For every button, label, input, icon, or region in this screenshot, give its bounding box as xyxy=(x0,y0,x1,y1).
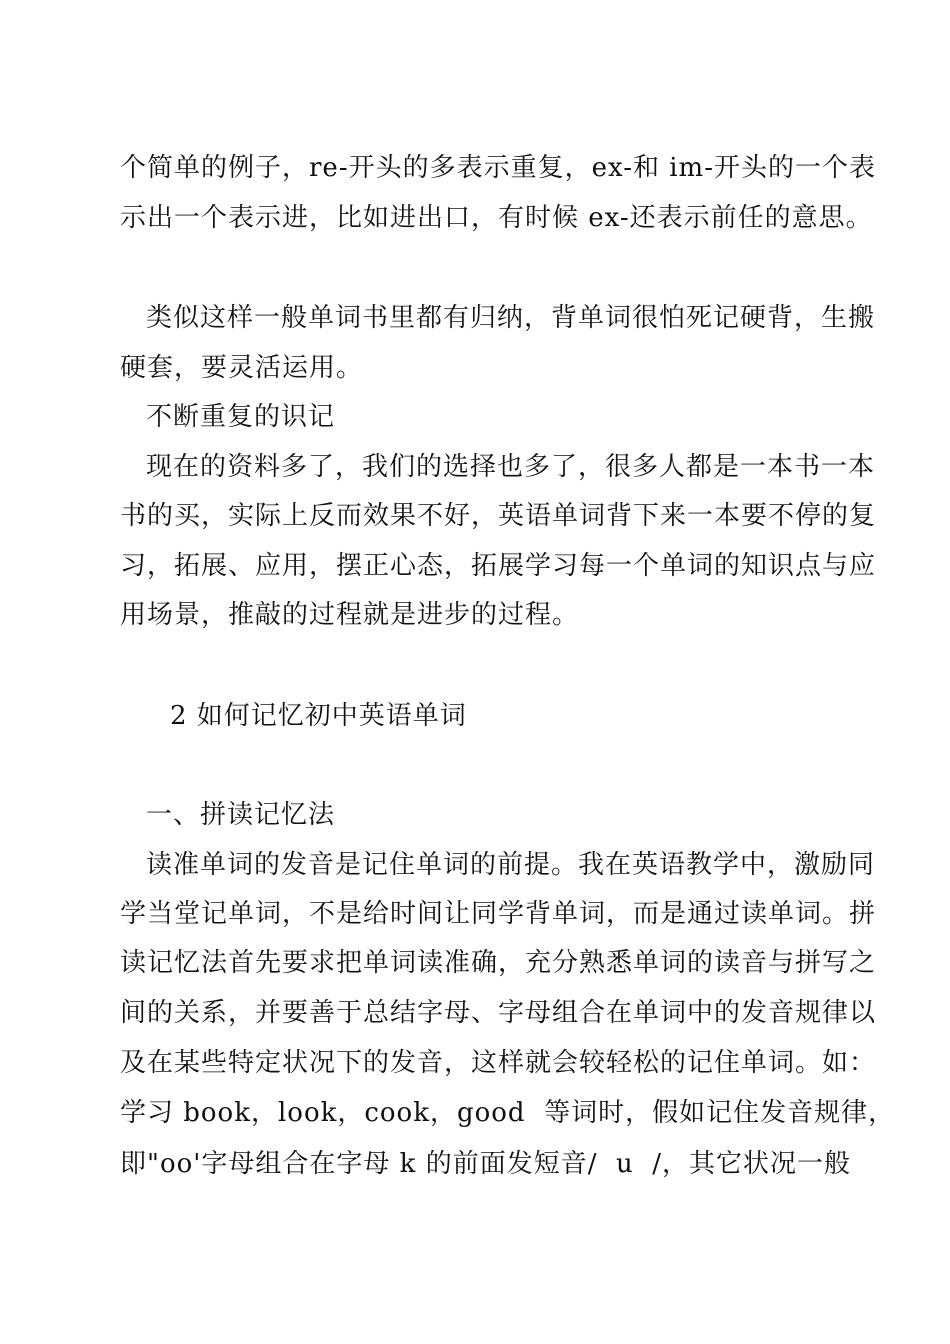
text-line: 现在的资料多了，我们的选择也多了，很多人都是一本书一本 xyxy=(146,452,876,482)
text-line: 读记忆法首先要求把单词读准确，充分熟悉单词的读音与拼写之 xyxy=(120,948,877,978)
text-line: 即"oo'字母组合在字母 k 的前面发短音/ u /，其它状况一般 xyxy=(120,1149,852,1179)
text-line: 及在某些特定状况下的发音，这样就会较轻松的记住单词。如： xyxy=(120,1048,877,1078)
text-line: 硬套，要灵活运用。 xyxy=(120,353,364,383)
section-title: 2 如何记忆初中英语单词 xyxy=(170,701,467,731)
text-line: 书的买，实际上反而效果不好，英语单词背下来一本要不停的复 xyxy=(120,501,877,531)
text-line: 读准单词的发音是记住单词的前提。我在英语教学中，激励同 xyxy=(146,850,876,880)
text-line: 习，拓展、应用，摆正心态，拓展学习每一个单词的知识点与应 xyxy=(120,551,877,581)
text-line: 间的关系，并要善于总结字母、字母组合在单词中的发音规律以 xyxy=(120,998,877,1028)
text-line: 学习 book，look，cook，good 等词时，假如记住发音规律， xyxy=(120,1098,896,1128)
text-line: 学当堂记单词，不是给时间让同学背单词，而是通过读单词。拼 xyxy=(120,899,877,929)
subheading: 不断重复的识记 xyxy=(146,402,336,432)
text-line: 类似这样一般单词书里都有归纳，背单词很怕死记硬背，生搬 xyxy=(146,303,876,333)
text-line: 个简单的例子，re-开头的多表示重复，ex-和 im-开头的一个表 xyxy=(120,153,876,183)
text-line: 用场景，推敲的过程就是进步的过程。 xyxy=(120,600,580,630)
text-line: 示出一个表示进，比如进出口，有时候 ex-还表示前任的意思。 xyxy=(120,203,873,233)
subheading: 一、拼读记忆法 xyxy=(146,800,336,830)
